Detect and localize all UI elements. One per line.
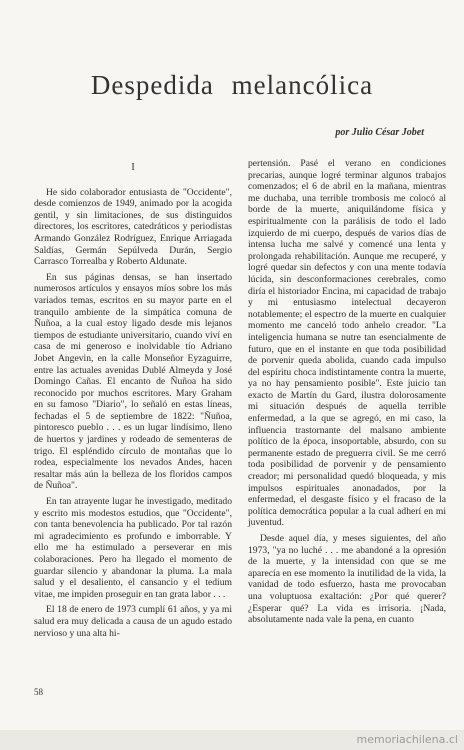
paragraph: Desde aquel día, y meses siguientes, del año 1973, "ya no luché . . . me abandoné a la opresión de la muerte, y la intensidad con que se me aparecía en ese momento la inutilidad de la vida, la vanidad de todo esfuerzo, hasta me provocaban una voluptuosa exaltación: ¿Por qué querer? ¿Esperar qué? La vida es irrisoria. ¡Nada, absolutamente nada vale la pena, en cuanto [248, 533, 446, 626]
paragraph: En tan atrayente lugar he investigado, meditado y escrito mis modestos estudios, que "Occidente", con tanta benevolencia ha publicado. Por tal razón mi agradecimiento es profundo e imborrable. Y ello me ha estimulado a perseverar en mis colaboraciones. Pero ha llegado el momento de guardar silencio y abandonar la pluma. La mala salud y el desaliento, el cansancio y el tedium vitae, me impiden proseguir en tan grata labor . . . [34, 496, 232, 600]
paragraph: En sus páginas densas, se han insertado numerosos artículos y ensayos míos sobre los más variados temas, escritos en su mayor parte en el tranquilo ambiente de la simpática comuna de Ñuñoa, a la cual estoy ligado desde mis lejanos tiempos de estudiante universitario, cuando viví en casa de mi generoso e inolvidable tío Adriano Jobet Angevin, en la calle Monseñor Eyzaguirre, entre las actuales avenidas Dublé Almeyda y José Domingo Cañas. El encanto de Ñuñoa ha sido reconocido por muchos escritores. Mary Graham en su famoso "Diario", lo señaló en estas líneas, fechadas el 5 de septiembre de 1822: "Ñuñoa, pintoresco pueblo . . . es un lugar lindísimo, lleno de huertos y jardines y rodeado de sementeras de trigo. El espléndido círculo de montañas que lo rodea, especialmente los nevados Andes, hacen resaltar más aún la belleza de los floridos campos de Ñuñoa". [34, 271, 232, 492]
left-column [34, 158, 232, 639]
paragraph: El 18 de enero de 1973 cumplí 61 años, y ya mi salud era muy delicada a causa de un agudo estado nervioso y una alta hi- [34, 604, 232, 639]
article-author: por Julio César Jobet [335, 127, 424, 138]
paragraph: He sido colaborador entusiasta de "Occidente", desde comienzos de 1949, animado por la acogida gentil, y sin limitaciones, de sus distinguidos directores, los escritores, catedráticos y periodistas Armando González Rodríguez, Enrique Arriagada Saldías, Germán Sepúlveda Durán, Sergio Carrasco Torrealba y Roberto Aldunate. [34, 186, 232, 268]
section-number: I [131, 162, 135, 173]
watermark: memoriachilena.cl [356, 733, 458, 746]
page-number: 58 [34, 687, 43, 697]
paragraph: pertensión. Pasé el verano en condiciones precarias, aunque logré terminar algunos trabajos comenzados; el 6 de abril en la mañana, mientras me duchaba, una terrible trombosis me colocó al borde de la muerte, aniquilándome física y espiritualmente con la parálisis de todo el lado izquierdo de mi cuerpo, después de varios días de intensa lucha me salvé y comencé una lenta y prolongada rehabilitación. Aunque me recuperé, y logré quedar sin defectos y con una mente todavía lúcida, sin desconformaciones cerebrales, como diría el historiador Encina, mi capacidad de trabajo y mi entusiasmo intelectual decayeron notablemente; el espectro de la muerte en cualquier momento me canceló todo anhelo creador. "La inteligencia humana se nutre tan esencialmente de futuro, que en el instante en que toda posibilidad de porvenir queda abolida, cuando cada impulso del espíritu choca indistintamente contra la muerte, ya no hay pensamiento posible". Este juicio tan exacto de Martín du Gard, ilustra dolorosamente mi situación después de aquella terrible enfermedad, a la que se agregó, en mi caso, la influencia trastornante del malsano ambiente político de la época, insoportable, absurdo, con su permanente estado de preguerra civil. Se me cerró toda posibilidad de porvenir y de pensamiento creador; mi personalidad quedó bloqueada, y mis impulsos espirituales anonadados, por la enfermedad, el desgaste físico y el fracaso de la política democrática popular a la cual adherí en mi juventud. [248, 158, 446, 529]
article-title: Despedida melancólica [90, 70, 374, 100]
right-column [248, 158, 446, 626]
